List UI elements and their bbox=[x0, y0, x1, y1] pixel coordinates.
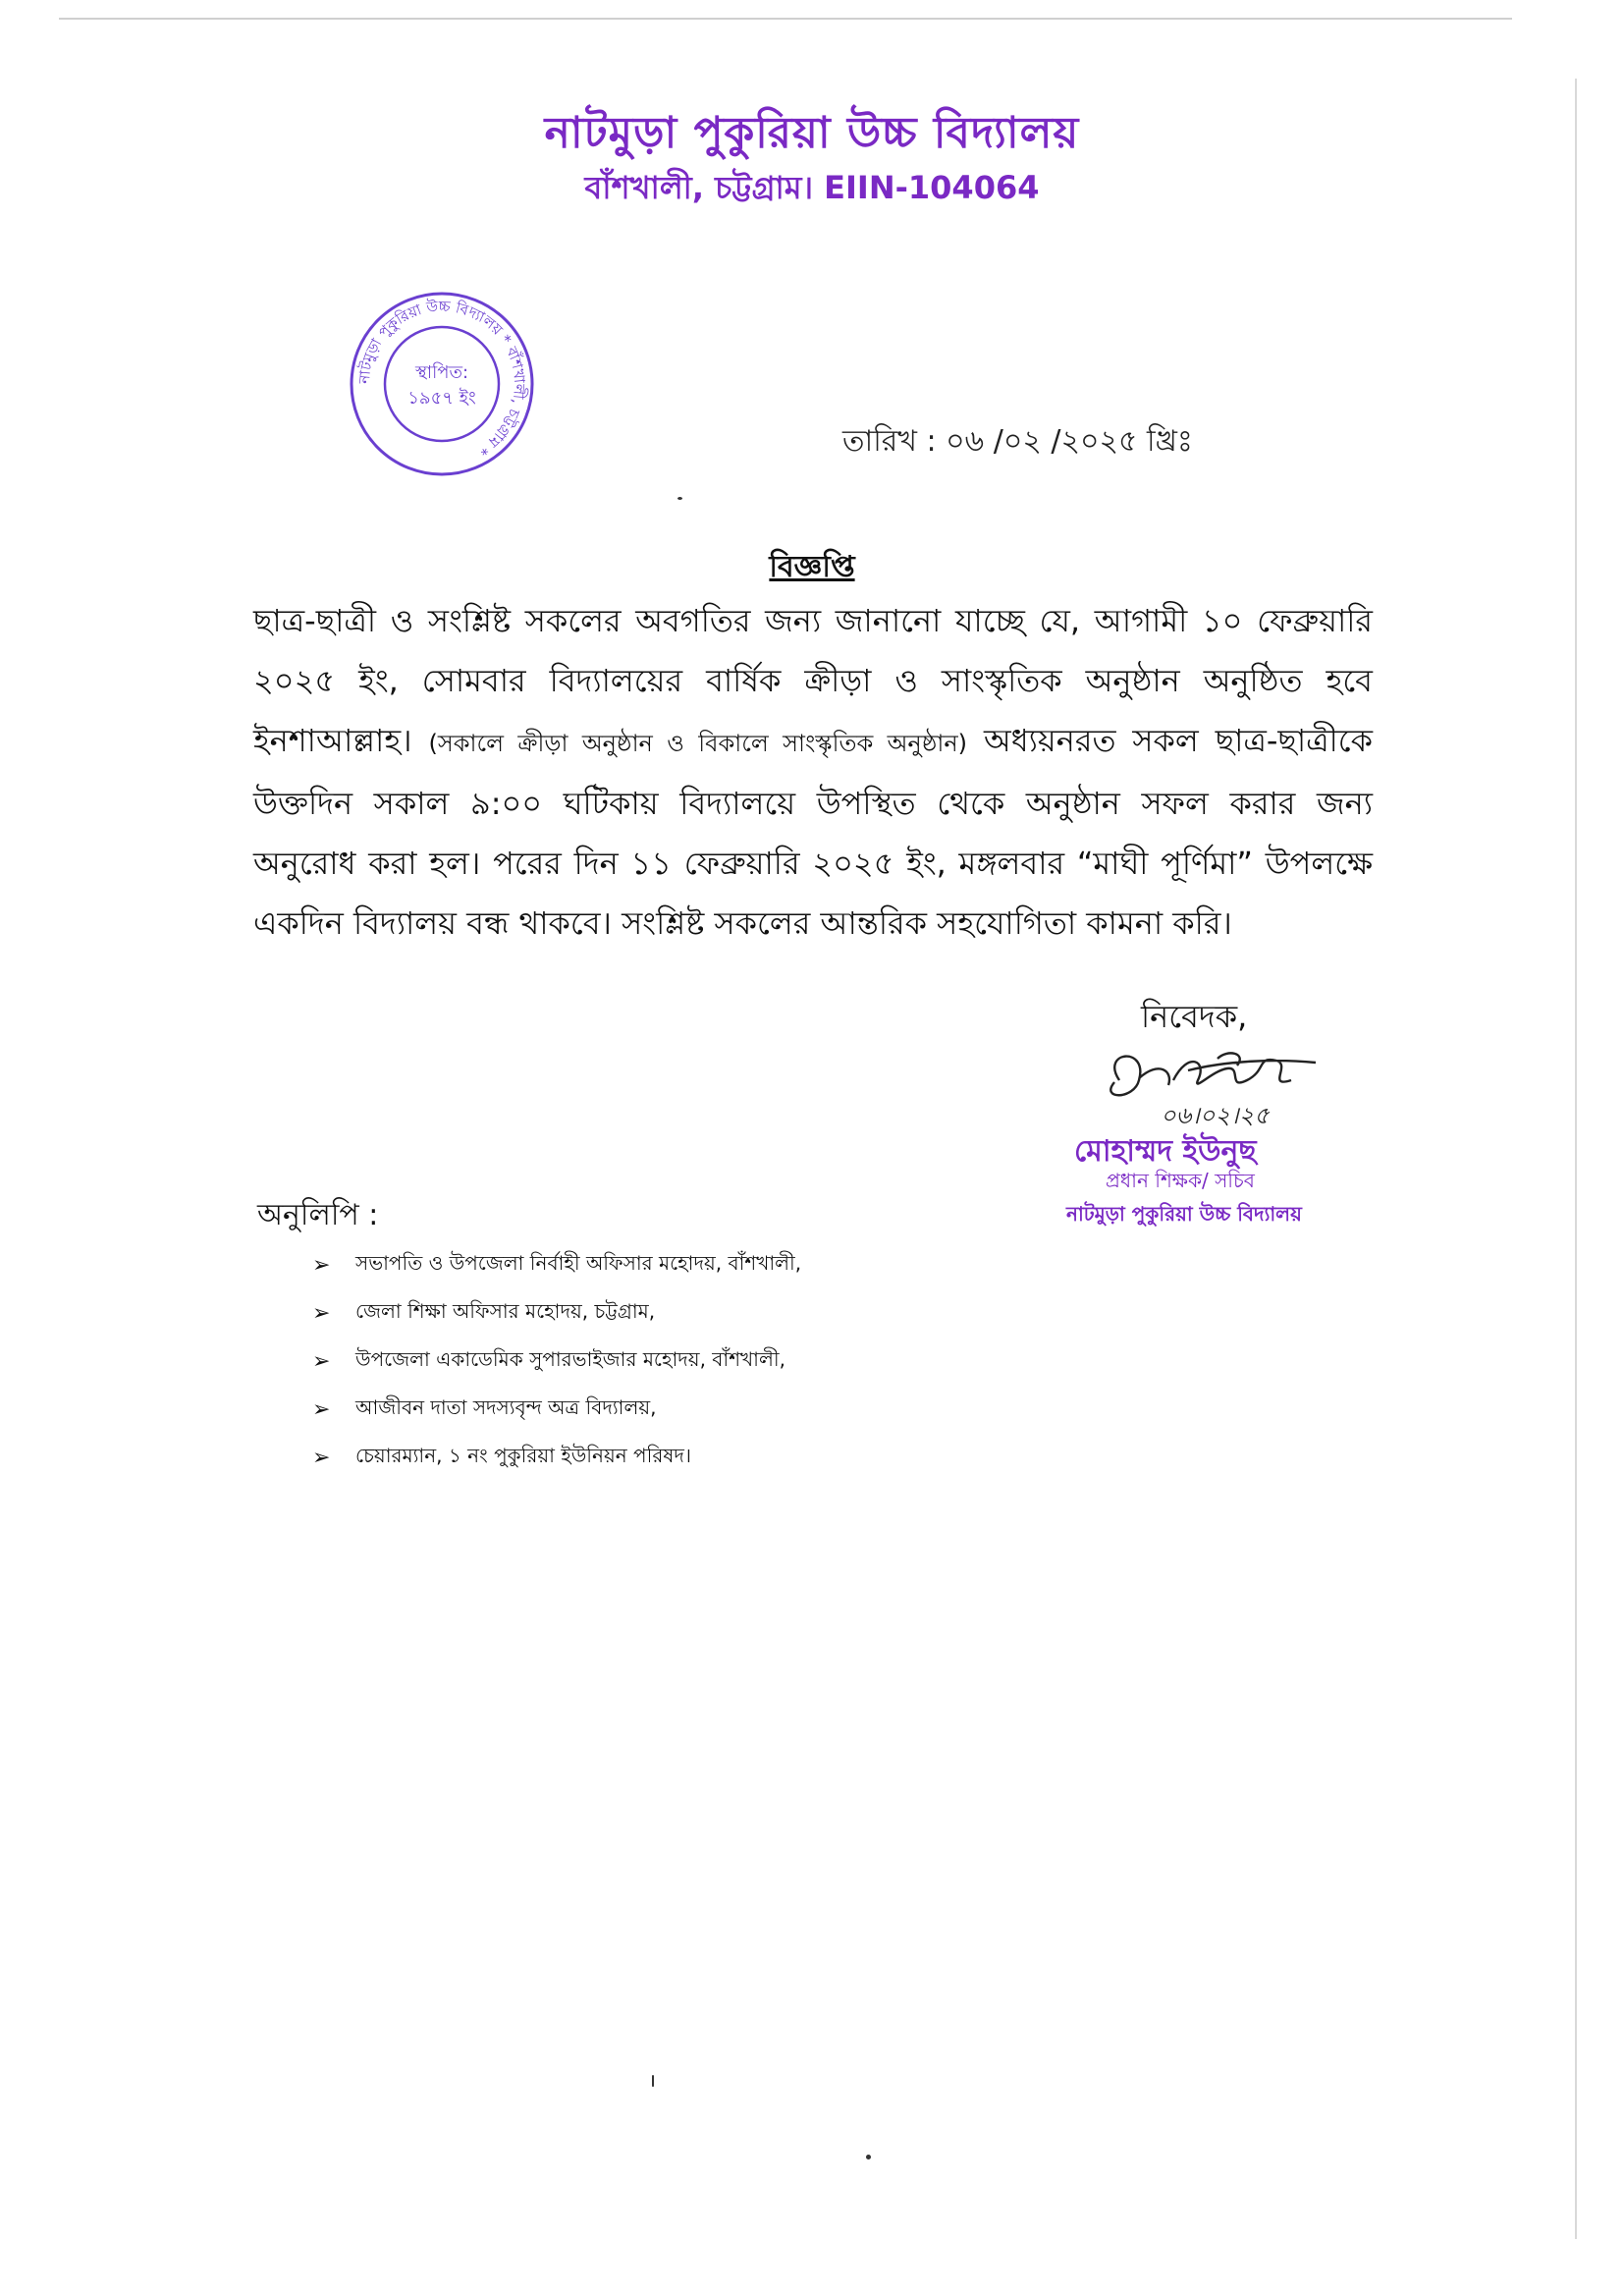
scan-edge-top bbox=[59, 18, 1512, 20]
notice-event-note: (সকালে ক্রীড়া অনুষ্ঠান ও বিকালে সাংস্কৃতিক অনুষ্ঠান) bbox=[428, 730, 968, 757]
list-item bbox=[312, 1338, 801, 1386]
school-address-eiin: বাঁশখালী, চট্টগ্রাম। EIIN-104064 bbox=[584, 169, 1040, 206]
notice-text-part2: অধ্যয়নরত সকল ছাত্র-ছাত্রীকে উক্তদিন সকাল ৯:০০ ঘটিকায় বিদ্যালয়ে উপস্থিত থেকে অনুষ্ঠান সফল করার জন্য অনুরোধ করা হল। পরের দিন ১১ ফেব্রুয়ারি ২০২৫ ইং, মঙ্গলবার “মাঘী পূর্ণিমা” উপলক্ষে একদিন বিদ্যালয় বন্ধ থাকবে। সংশ্লিষ্ট সকলের আন্তরিক সহযোগিতা কামনা করি। bbox=[253, 722, 1374, 942]
signatory-name: মোহাম্মদ ইউনুছ bbox=[1074, 1134, 1257, 1169]
arrow-bullet-icon: ➢ bbox=[312, 1397, 331, 1422]
list-item bbox=[312, 1386, 801, 1434]
arrow-bullet-icon: ➢ bbox=[312, 1253, 331, 1278]
copies-list bbox=[312, 1241, 801, 1482]
arrow-bullet-icon: ➢ bbox=[312, 1349, 331, 1374]
list-item bbox=[312, 1241, 801, 1289]
scan-edge-right bbox=[1575, 79, 1577, 2239]
scan-speck bbox=[677, 497, 682, 500]
seal-established-label: স্থাপিত: bbox=[414, 362, 469, 383]
notice-text-part1: ছাত্র-ছাত্রী ও সংশ্লিষ্ট সকলের অবগতির জন্য জানানো যাচ্ছে যে, আগামী ১০ ফেব্রুয়ারি ২০২৫ ইং, সোমবার বিদ্যালয়ের বার্ষিক ক্রীড়া ও সাংস্কৃতিক অনুষ্ঠান অনুষ্ঠিত হবে ইনশাআল্লাহ। bbox=[253, 602, 1373, 759]
copies-label: অনুলিপি : bbox=[257, 1198, 379, 1232]
handwritten-signature bbox=[1080, 1041, 1355, 1129]
arrow-bullet-icon: ➢ bbox=[312, 1301, 331, 1326]
copy-recipient: উপজেলা একাডেমিক সুপারভাইজার মহোদয়, বাঁশখালী, bbox=[355, 1347, 785, 1371]
seal-ring-text: নাটমুড়া পুকুরিয়া উচ্চ বিদ্যালয় * বাঁশখালী, চট্টগ্রাম * bbox=[354, 297, 529, 460]
notice-date: তারিখ : ০৬ /০২ /২০২৫ খ্রিঃ bbox=[842, 424, 1193, 459]
notice-heading: বিজ্ঞপ্তি bbox=[769, 550, 855, 584]
scan-speck bbox=[866, 2155, 871, 2159]
list-item bbox=[312, 1434, 801, 1482]
signatory-school: নাটমুড়া পুকুরিয়া উচ্চ বিদ্যালয় bbox=[1066, 1202, 1302, 1226]
notice-body bbox=[253, 591, 1373, 954]
copy-recipient: সভাপতি ও উপজেলা নির্বাহী অফিসার মহোদয়, বাঁশখালী, bbox=[355, 1251, 802, 1275]
signature-date: ০৬।০২।২৫ bbox=[1161, 1102, 1270, 1129]
closing-salutation: নিবেদক, bbox=[1141, 998, 1248, 1035]
copy-recipient: চেয়ারম্যান, ১ নং পুকুরিয়া ইউনিয়ন পরিষদ। bbox=[355, 1444, 692, 1467]
school-seal bbox=[348, 290, 536, 478]
scan-speck bbox=[652, 2075, 654, 2087]
arrow-bullet-icon: ➢ bbox=[312, 1446, 331, 1470]
signatory-designation: প্রধান শিক্ষক/ সচিব bbox=[1106, 1169, 1255, 1192]
copy-recipient: আজীবন দাতা সদস্যবৃন্দ অত্র বিদ্যালয়, bbox=[355, 1395, 657, 1419]
list-item bbox=[312, 1289, 801, 1338]
seal-established-year: ১৯৫৭ ইং bbox=[407, 388, 476, 409]
school-name: নাটমুড়া পুকুরিয়া উচ্চ বিদ্যালয় bbox=[544, 108, 1080, 158]
copy-recipient: জেলা শিক্ষা অফিসার মহোদয়, চট্টগ্রাম, bbox=[355, 1299, 656, 1323]
